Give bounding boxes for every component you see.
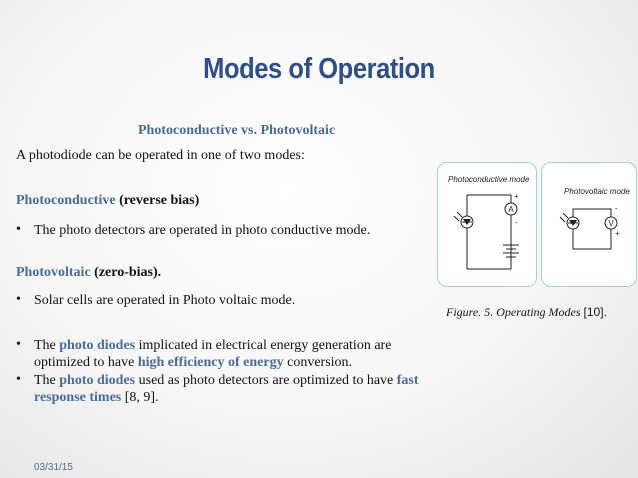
slide-date: 03/31/15 (34, 462, 73, 473)
plus-sign: + (514, 192, 519, 201)
minus-sign: - (615, 204, 618, 213)
photoconductive-term: Photoconductive (16, 193, 116, 208)
bullet-text: Solar cells are operated in Photo voltaic mode. (34, 293, 296, 308)
text-run: optimized to have (34, 355, 138, 370)
highlight-photo-diodes: photo diodes (59, 373, 136, 388)
bullet-text (34, 372, 419, 406)
photoconductive-circuit-diagram (438, 163, 536, 286)
photovoltaic-mode-label: Photovoltaic mode (564, 187, 630, 196)
text-run: The (34, 373, 60, 388)
highlight-response-times: response times (34, 390, 122, 405)
highlight-high-efficiency: high efficiency of energy (137, 355, 284, 370)
highlight-photo-diodes: photo diodes (59, 338, 136, 353)
intro-text: A photodiode can be operated in one of two modes: (16, 148, 305, 163)
bullet-text: The photo detectors are operated in photo conductive mode. (34, 223, 371, 238)
photoconductive-heading (16, 193, 199, 209)
photovoltaic-qualifier: (zero-bias). (94, 265, 162, 280)
photoconductive-qualifier: (reverse bias) (119, 193, 200, 208)
bullet-dot: • (16, 292, 21, 307)
figure-photoconductive-panel (437, 162, 537, 287)
plus-sign: + (615, 229, 620, 238)
photovoltaic-term: Photovoltaic (16, 265, 91, 280)
voltmeter-label: V (608, 219, 614, 228)
caption-text: Figure. 5. Operating Modes (446, 305, 584, 319)
slide-subtitle: Photoconductive vs. Photovoltaic (138, 123, 336, 138)
bullet-dot: • (16, 372, 21, 387)
photovoltaic-circuit-diagram (542, 163, 636, 286)
photoconductive-mode-label: Photoconductive mode (448, 175, 530, 184)
highlight-fast: fast (396, 373, 419, 388)
bullet-dot: • (16, 222, 21, 237)
text-run: [8, 9]. (121, 390, 159, 405)
slide-title: Modes of Operation (203, 53, 435, 85)
text-run: The (34, 338, 60, 353)
figure-caption (446, 305, 607, 320)
text-run: implicated in electrical energy generation are (135, 338, 392, 353)
ammeter-label: A (508, 205, 514, 214)
figure-photovoltaic-panel (541, 162, 637, 287)
photovoltaic-heading (16, 265, 161, 281)
bullet-text (34, 337, 391, 371)
text-run: conversion. (283, 355, 353, 370)
caption-reference: [10]. (583, 305, 607, 319)
minus-sign: - (515, 218, 518, 227)
bullet-dot: • (16, 337, 21, 352)
text-run: used as photo detectors are optimized to have (135, 373, 397, 388)
